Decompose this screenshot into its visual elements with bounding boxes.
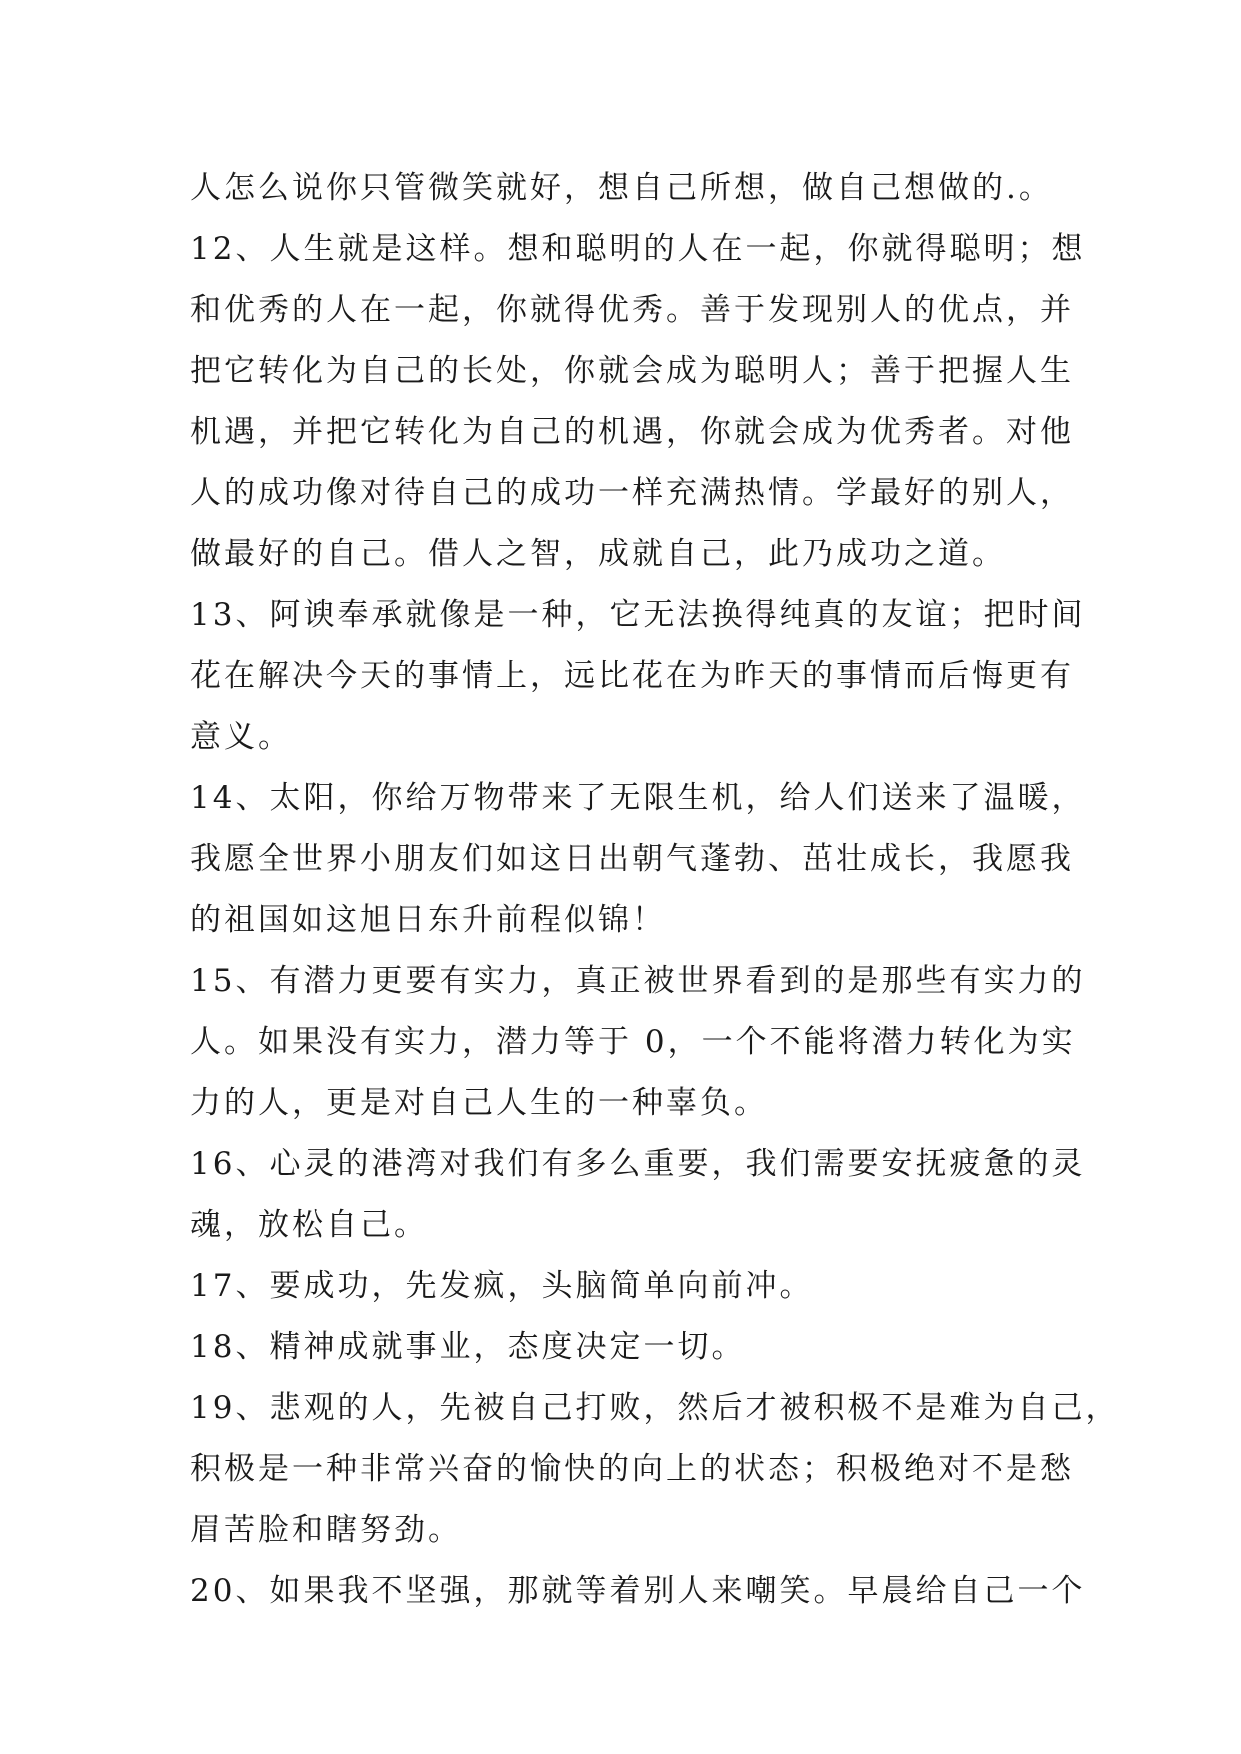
text-line: 15、有潜力更要有实力，真正被世界看到的是那些有实力的 xyxy=(190,963,1086,999)
text-line: 魂，放松自己。 xyxy=(190,1207,428,1243)
text-line: 花在解决今天的事情上，远比花在为昨天的事情而后悔更有 xyxy=(190,658,1074,694)
text-line: 眉苦脸和瞎努劲。 xyxy=(190,1512,462,1548)
text-line: 17、要成功，先发疯，头脑简单向前冲。 xyxy=(190,1268,814,1304)
text-line: 人。如果没有实力，潜力等于 0，一个不能将潜力转化为实 xyxy=(190,1024,1076,1060)
text-line: 人的成功像对待自己的成功一样充满热情。学最好的别人， xyxy=(190,475,1074,511)
text-line: 16、心灵的港湾对我们有多么重要，我们需要安抚疲惫的灵 xyxy=(190,1146,1086,1182)
text-line: 把它转化为自己的长处，你就会成为聪明人；善于把握人生 xyxy=(190,353,1074,389)
text-line: 19、悲观的人，先被自己打败，然后才被积极不是难为自己， xyxy=(190,1390,1120,1426)
text-line: 意义。 xyxy=(190,719,292,755)
text-line: 12、人生就是这样。想和聪明的人在一起，你就得聪明；想 xyxy=(190,231,1086,267)
document-body xyxy=(190,158,1120,1622)
text-line: 做最好的自己。借人之智，成就自己，此乃成功之道。 xyxy=(190,536,1006,572)
text-line: 我愿全世界小朋友们如这日出朝气蓬勃、茁壮成长，我愿我 xyxy=(190,841,1074,877)
text-line: 20、如果我不坚强，那就等着别人来嘲笑。早晨给自己一个 xyxy=(190,1573,1086,1609)
text-line: 机遇，并把它转化为自己的机遇，你就会成为优秀者。对他 xyxy=(190,414,1074,450)
text-line: 14、太阳，你给万物带来了无限生机，给人们送来了温暖， xyxy=(190,780,1086,816)
text-line: 和优秀的人在一起，你就得优秀。善于发现别人的优点，并 xyxy=(190,292,1074,328)
text-line: 18、精神成就事业，态度决定一切。 xyxy=(190,1329,746,1365)
text-line: 力的人，更是对自己人生的一种辜负。 xyxy=(190,1085,768,1121)
text-line: 13、阿谀奉承就像是一种，它无法换得纯真的友谊；把时间 xyxy=(190,597,1086,633)
text-line: 人怎么说你只管微笑就好，想自己所想，做自己想做的.。 xyxy=(190,170,1053,206)
text-line: 积极是一种非常兴奋的愉快的向上的状态；积极绝对不是愁 xyxy=(190,1451,1074,1487)
text-line: 的祖国如这旭日东升前程似锦！ xyxy=(190,902,666,938)
